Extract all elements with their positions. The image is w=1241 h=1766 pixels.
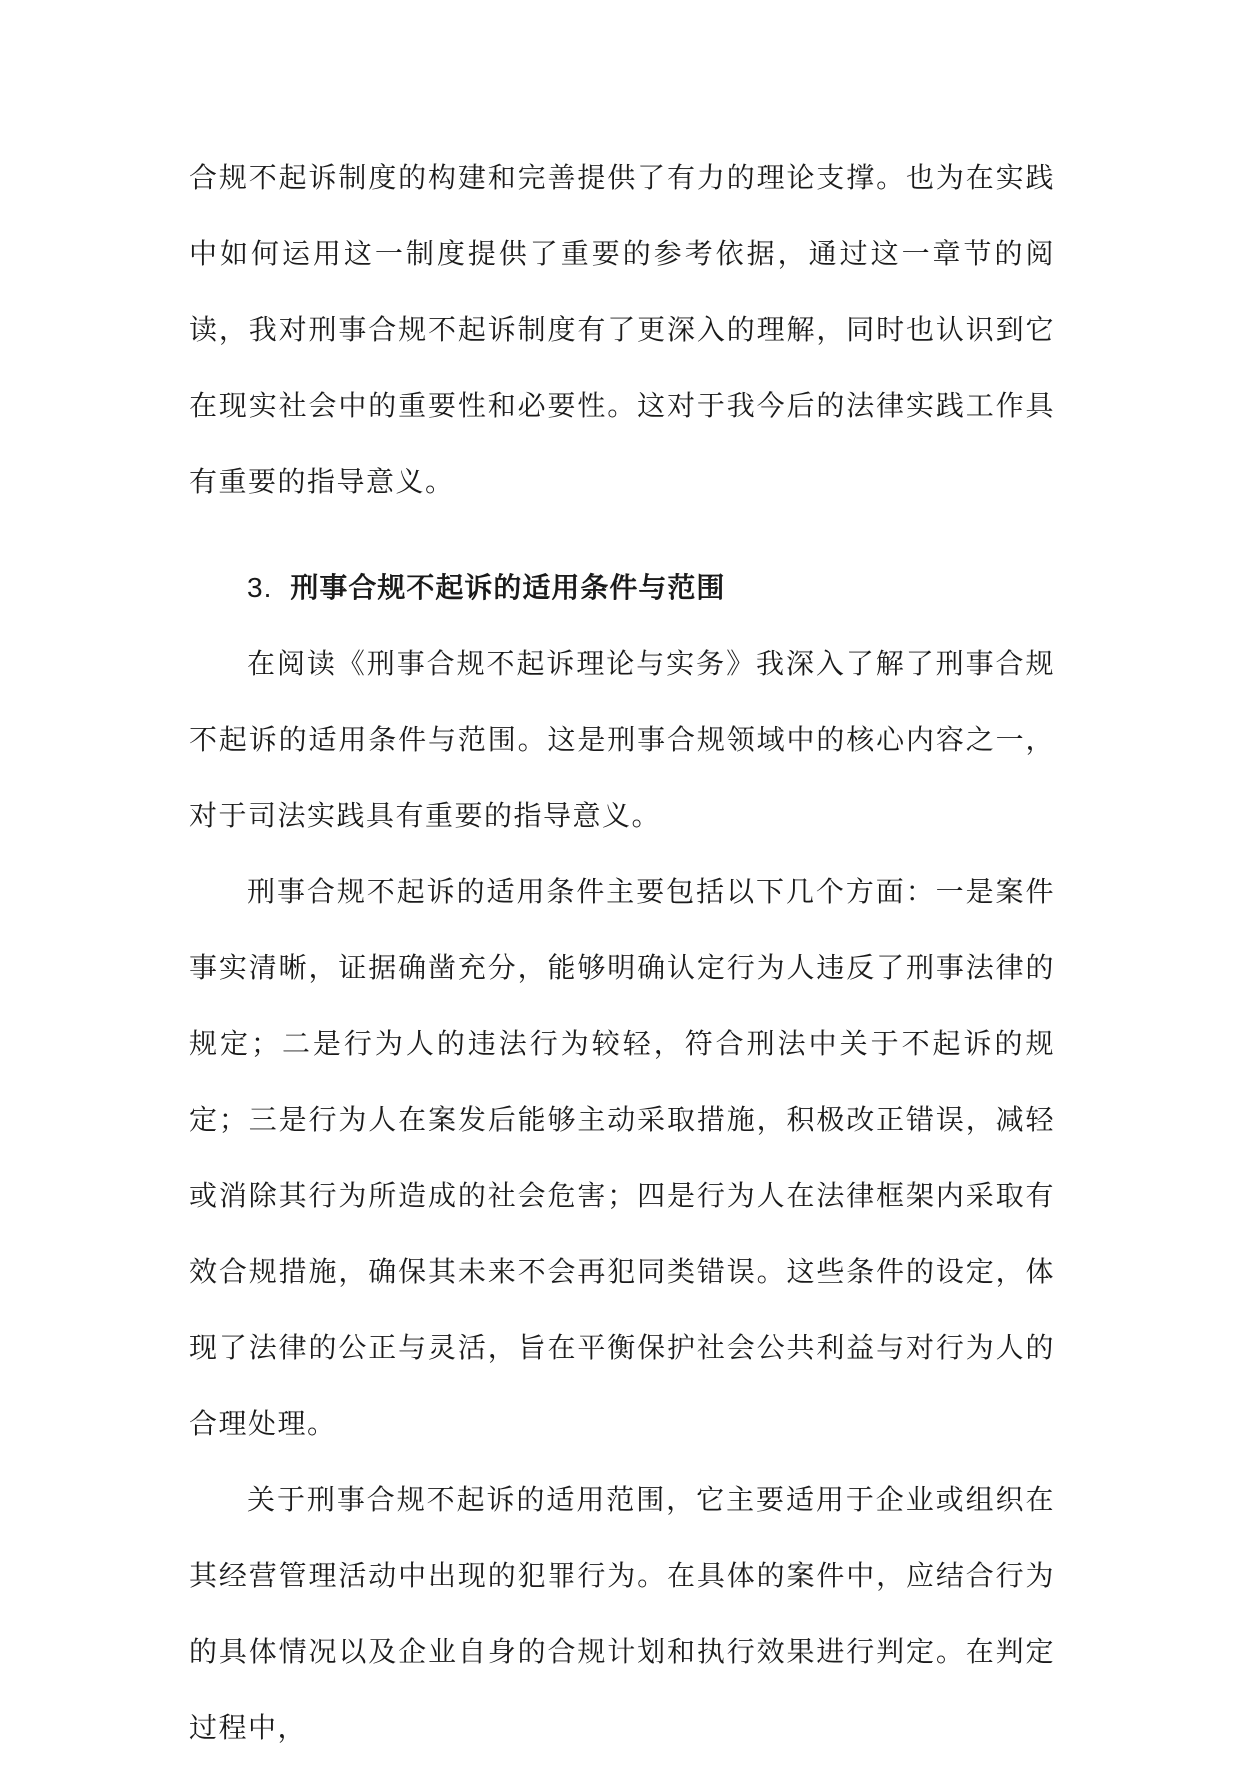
paragraph-2: 刑事合规不起诉的适用条件主要包括以下几个方面：一是案件事实清晰，证据确凿充分，能够明确认定行为人违反了刑事法律的规定；二是行为人的违法行为较轻，符合刑法中关于不起诉的规定；三是行为人在案发后能够主动采取措施，积极改正错误，减轻或消除其行为所造成的社会危害；四是行为人在法律框架内采取有效合规措施，确保其未来不会再犯同类错误。这些条件的设定，体现了法律的公正与灵活，旨在平衡保护社会公共利益与对行为人的合理处理。 bbox=[189, 875, 1055, 1440]
section-number: 3. bbox=[247, 572, 273, 603]
section-heading bbox=[189, 550, 1055, 626]
paragraph-continuation: 合规不起诉制度的构建和完善提供了有力的理论支撑。也为在实践中如何运用这一制度提供了重要的参考依据，通过这一章节的阅读，我对刑事合规不起诉制度有了更深入的理解，同时也认识到它在现实社会中的重要性和必要性。这对于我今后的法律实践工作具有重要的指导意义。 bbox=[189, 161, 1055, 498]
section-title: 刑事合规不起诉的适用条件与范围 bbox=[290, 571, 726, 604]
document-body bbox=[189, 140, 1055, 1766]
paragraph-1: 在阅读《刑事合规不起诉理论与实务》我深入了解了刑事合规不起诉的适用条件与范围。这是刑事合规领域中的核心内容之一，对于司法实践具有重要的指导意义。 bbox=[189, 647, 1055, 832]
paragraph-3: 关于刑事合规不起诉的适用范围，它主要适用于企业或组织在其经营管理活动中出现的犯罪行为。在具体的案件中，应结合行为的具体情况以及企业自身的合规计划和执行效果进行判定。在判定过程中， bbox=[189, 1483, 1055, 1744]
